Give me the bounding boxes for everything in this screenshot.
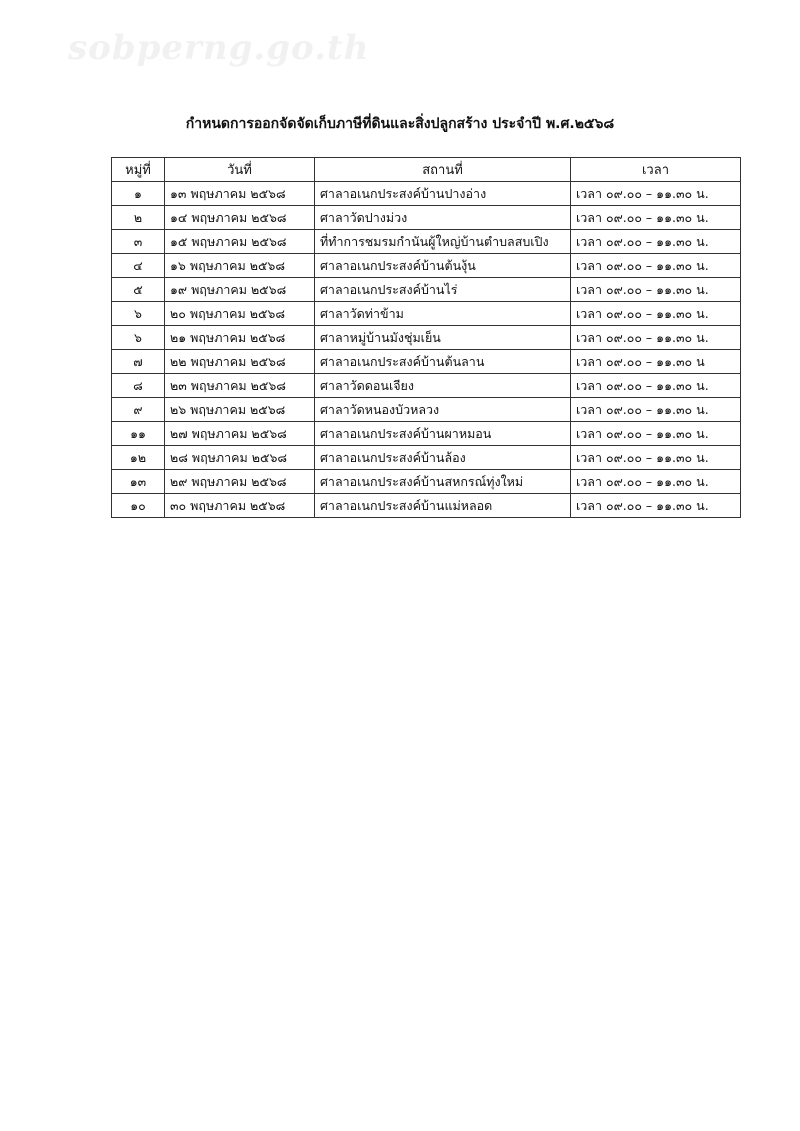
table-row [112, 374, 741, 398]
table-row [112, 230, 741, 254]
cell-time: เวลา ๐๙.๐๐ – ๑๑.๓๐ น. [571, 422, 741, 446]
cell-time: เวลา ๐๙.๐๐ – ๑๑.๓๐ น. [571, 206, 741, 230]
cell-moo: ๗ [112, 350, 165, 374]
watermark-text: sobperng.go.th [68, 28, 370, 68]
cell-date: ๒๑ พฤษภาคม ๒๕๖๘ [165, 326, 315, 350]
cell-place: ศาลาอเนกประสงค์บ้านสหกรณ์ทุ่งใหม่ [315, 470, 571, 494]
cell-moo: ๖ [112, 302, 165, 326]
table-row [112, 398, 741, 422]
cell-date: ๒๗ พฤษภาคม ๒๕๖๘ [165, 422, 315, 446]
cell-moo: ๒ [112, 206, 165, 230]
header-date: วันที่ [165, 158, 315, 182]
table-row [112, 278, 741, 302]
cell-date: ๑๕ พฤษภาคม ๒๕๖๘ [165, 230, 315, 254]
table-body [112, 182, 741, 518]
header-place: สถานที่ [315, 158, 571, 182]
table-row [112, 422, 741, 446]
header-moo: หมู่ที่ [112, 158, 165, 182]
cell-place: ศาลาวัดปางม่วง [315, 206, 571, 230]
cell-time: เวลา ๐๙.๐๐ – ๑๑.๓๐ น. [571, 254, 741, 278]
cell-date: ๒๙ พฤษภาคม ๒๕๖๘ [165, 470, 315, 494]
cell-time: เวลา ๐๙.๐๐ – ๑๑.๓๐ น. [571, 470, 741, 494]
cell-time: เวลา ๐๙.๐๐ – ๑๑.๓๐ น. [571, 374, 741, 398]
cell-moo: ๑๐ [112, 494, 165, 518]
cell-place: ศาลาอเนกประสงค์บ้านต้นลาน [315, 350, 571, 374]
cell-moo: ๑๓ [112, 470, 165, 494]
cell-time: เวลา ๐๙.๐๐ – ๑๑.๓๐ น. [571, 182, 741, 206]
document-title: กำหนดการออกจัดจัดเก็บภาษีที่ดินและสิ่งปลูกสร้าง ประจำปี พ.ศ.๒๕๖๘ [185, 116, 615, 132]
cell-place: ศาลาอเนกประสงค์บ้านปางอ่าง [315, 182, 571, 206]
cell-moo: ๔ [112, 254, 165, 278]
cell-date: ๑๔ พฤษภาคม ๒๕๖๘ [165, 206, 315, 230]
cell-date: ๑๖ พฤษภาคม ๒๕๖๘ [165, 254, 315, 278]
cell-time: เวลา ๐๙.๐๐ – ๑๑.๓๐ น. [571, 230, 741, 254]
cell-place: ศาลาอเนกประสงค์บ้านไร่ [315, 278, 571, 302]
tax-collection-schedule-table [111, 157, 741, 518]
cell-time: เวลา ๐๙.๐๐ – ๑๑.๓๐ น. [571, 446, 741, 470]
table-header-row [112, 158, 741, 182]
cell-date: ๒๒ พฤษภาคม ๒๕๖๘ [165, 350, 315, 374]
cell-date: ๒๓ พฤษภาคม ๒๕๖๘ [165, 374, 315, 398]
cell-date: ๒๖ พฤษภาคม ๒๕๖๘ [165, 398, 315, 422]
cell-time: เวลา ๐๙.๐๐ – ๑๑.๓๐ น. [571, 302, 741, 326]
cell-place: ศาลาวัดดอนเจียง [315, 374, 571, 398]
table-row [112, 446, 741, 470]
table-row [112, 206, 741, 230]
table-row [112, 326, 741, 350]
table-row [112, 254, 741, 278]
cell-moo: ๑๒ [112, 446, 165, 470]
cell-place: ที่ทำการชมรมกำนันผู้ใหญ่บ้านตำบลสบเปิง [315, 230, 571, 254]
cell-time: เวลา ๐๙.๐๐ – ๑๑.๓๐ น. [571, 494, 741, 518]
cell-date: ๒๐ พฤษภาคม ๒๕๖๘ [165, 302, 315, 326]
cell-place: ศาลาวัดท่าข้าม [315, 302, 571, 326]
table-row [112, 302, 741, 326]
cell-moo: ๙ [112, 398, 165, 422]
cell-time: เวลา ๐๙.๐๐ – ๑๑.๓๐ น. [571, 326, 741, 350]
cell-moo: ๓ [112, 230, 165, 254]
cell-moo: ๘ [112, 374, 165, 398]
cell-date: ๓๐ พฤษภาคม ๒๕๖๘ [165, 494, 315, 518]
cell-date: ๒๘ พฤษภาคม ๒๕๖๘ [165, 446, 315, 470]
header-time: เวลา [571, 158, 741, 182]
cell-time: เวลา ๐๙.๐๐ – ๑๑.๓๐ น. [571, 278, 741, 302]
cell-date: ๑๙ พฤษภาคม ๒๕๖๘ [165, 278, 315, 302]
cell-time: เวลา ๐๙.๐๐ – ๑๑.๓๐ น [571, 350, 741, 374]
cell-date: ๑๓ พฤษภาคม ๒๕๖๘ [165, 182, 315, 206]
cell-moo: ๑๑ [112, 422, 165, 446]
cell-place: ศาลาอเนกประสงค์บ้านผาหมอน [315, 422, 571, 446]
table-row [112, 182, 741, 206]
cell-moo: ๑ [112, 182, 165, 206]
cell-place: ศาลาอเนกประสงค์บ้านต้นงุ้น [315, 254, 571, 278]
cell-place: ศาลาอเนกประสงค์บ้านล้อง [315, 446, 571, 470]
cell-place: ศาลาหมู่บ้านมังชุ่มเย็น [315, 326, 571, 350]
cell-moo: ๕ [112, 278, 165, 302]
cell-moo: ๖ [112, 326, 165, 350]
table-row [112, 350, 741, 374]
cell-place: ศาลาอเนกประสงค์บ้านแม่หลอด [315, 494, 571, 518]
cell-place: ศาลาวัดหนองบัวหลวง [315, 398, 571, 422]
table-row [112, 494, 741, 518]
table-row [112, 470, 741, 494]
cell-time: เวลา ๐๙.๐๐ – ๑๑.๓๐ น. [571, 398, 741, 422]
